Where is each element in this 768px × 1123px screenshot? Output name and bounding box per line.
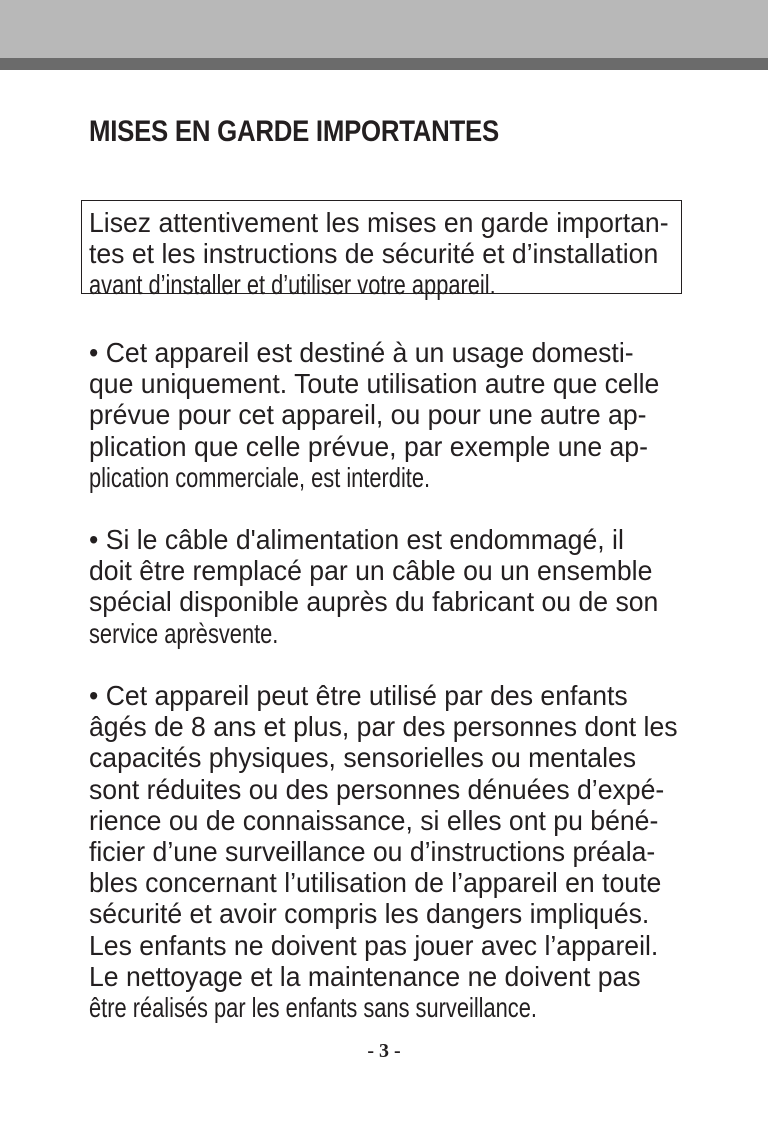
paragraph-line: capacités physiques, sensorielles ou mentales — [89, 742, 637, 774]
paragraph-line: doit être remplacé par un câble ou un ensemble — [89, 555, 653, 587]
paragraph-domestic-use — [89, 337, 689, 493]
paragraph-line: âgés de 8 ans et plus, par des personnes dont les — [89, 711, 678, 743]
paragraph-line: sont réduites ou des personnes dénuées d’expé- — [89, 773, 665, 805]
notice-text — [89, 207, 699, 300]
page-number: - 3 - — [367, 1040, 401, 1062]
paragraph-line: Le nettoyage et la maintenance ne doivent pas — [89, 960, 641, 992]
paragraph-line: prévue pour cet appareil, ou pour une autre ap- — [89, 399, 647, 431]
paragraph-line: bles concernant l’utilisation de l’appareil en toute — [89, 867, 662, 899]
paragraph-line: ficier d’une surveillance ou d’instructions préala- — [89, 835, 656, 867]
page-title: MISES EN GARDE IMPORTANTES — [89, 115, 499, 148]
header-band-edge — [0, 58, 768, 70]
notice-line: Lisez attentivement les mises en garde importan- — [89, 207, 669, 238]
header-band — [0, 0, 768, 58]
paragraph-line: être réalisés par les enfants sans surveillance. — [89, 991, 537, 1023]
paragraph-power-cable — [89, 524, 688, 649]
paragraph-line: plication que celle prévue, par exemple une ap- — [89, 430, 648, 462]
paragraph-line: Les enfants ne doivent pas jouer avec l’appareil. — [89, 929, 659, 961]
paragraph-line: • Cet appareil est destiné à un usage domesti- — [89, 337, 634, 368]
paragraph-line: sécurité et avoir compris les dangers impliqués. — [89, 898, 650, 930]
paragraph-line: spécial disponible auprès du fabricant ou de son — [89, 586, 659, 618]
paragraph-line: que uniquement. Toute utilisation autre que celle — [89, 368, 660, 400]
paragraph-children-safety — [89, 680, 709, 1023]
paragraph-line: plication commerciale, est interdite. — [89, 461, 431, 493]
notice-line: avant d’installer et d’utiliser votre appareil. — [89, 269, 496, 300]
paragraph-line: • Si le câble d'alimentation est endommagé, il — [89, 524, 624, 555]
notice-line: tes et les instructions de sécurité et d’installation — [89, 238, 659, 269]
paragraph-line: rience ou de connaissance, si elles ont pu béné- — [89, 804, 659, 836]
paragraph-line: service aprèsvente. — [89, 617, 279, 649]
paragraph-line: • Cet appareil peut être utilisé par des enfants — [89, 680, 628, 711]
